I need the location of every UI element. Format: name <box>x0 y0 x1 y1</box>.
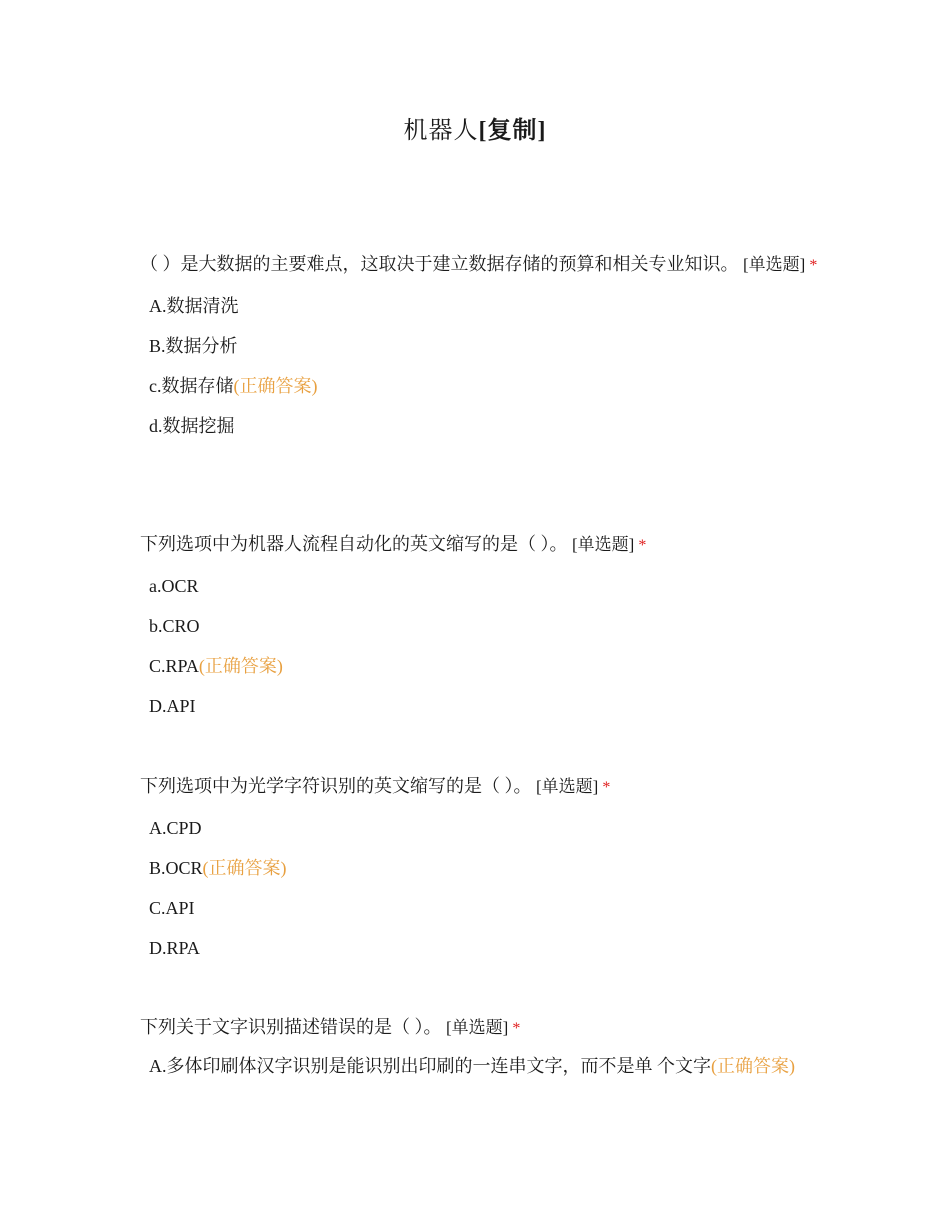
question-type: [单选题] <box>743 255 806 274</box>
option-b[interactable] <box>149 333 820 373</box>
option-d[interactable] <box>149 693 820 733</box>
question-text: 下列关于文字识别描述错误的是（ ）。 <box>140 1017 442 1037</box>
option-text: B.数据分析 <box>149 336 238 356</box>
option-text: A.多体印刷体汉字识别是能识别出印刷的一连串文字，而不是单 个文字 <box>149 1056 711 1076</box>
question-type: [单选题] <box>536 777 599 796</box>
correct-answer-mark: (正确答案) <box>711 1056 795 1076</box>
question-stem <box>140 1012 820 1044</box>
question-stem <box>140 529 820 561</box>
option-list <box>149 1054 799 1079</box>
option-a[interactable] <box>149 293 820 333</box>
question-stem <box>140 771 820 803</box>
option-a[interactable] <box>149 815 820 855</box>
correct-answer-mark: (正确答案) <box>233 376 318 396</box>
option-list <box>149 573 820 733</box>
page-title-suffix: [复制] <box>478 118 547 144</box>
option-b[interactable] <box>149 613 820 653</box>
required-mark: * <box>638 537 647 554</box>
question-text: 下列选项中为光学字符识别的英文缩写的是（ ）。 <box>140 776 532 796</box>
required-mark: * <box>809 257 818 274</box>
option-text: D.RPA <box>149 938 200 958</box>
option-d[interactable] <box>149 413 820 453</box>
correct-answer-mark: (正确答案) <box>202 858 287 878</box>
question-stem <box>140 249 820 281</box>
option-text: b.CRO <box>149 616 200 636</box>
option-text: D.API <box>149 696 196 716</box>
option-text: B.OCR <box>149 858 203 878</box>
option-text: c.数据存储 <box>149 376 234 396</box>
option-c[interactable] <box>149 373 820 413</box>
option-list <box>149 293 820 453</box>
question-text: 下列选项中为机器人流程自动化的英文缩写的是（ ）。 <box>140 534 568 554</box>
question-type: [单选题] <box>446 1018 509 1037</box>
required-mark: * <box>512 1020 521 1037</box>
question-4 <box>140 1012 820 1079</box>
option-text: d.数据挖掘 <box>149 416 235 436</box>
page-title-main: 机器人 <box>403 118 479 144</box>
question-3 <box>140 771 820 975</box>
option-text: A.CPD <box>149 818 202 838</box>
option-c[interactable] <box>149 895 820 935</box>
option-b[interactable] <box>149 855 820 895</box>
option-text: A.数据清洗 <box>149 296 239 316</box>
question-type: [单选题] <box>572 535 635 554</box>
question-2 <box>140 529 820 733</box>
required-mark: * <box>602 779 611 796</box>
option-a[interactable] <box>149 1054 799 1079</box>
option-c[interactable] <box>149 653 820 693</box>
option-a[interactable] <box>149 573 820 613</box>
question-1 <box>140 249 820 453</box>
page-title <box>0 110 950 145</box>
option-text: a.OCR <box>149 576 199 596</box>
option-d[interactable] <box>149 935 820 975</box>
correct-answer-mark: (正确答案) <box>198 656 283 676</box>
option-text: C.RPA <box>149 656 199 676</box>
option-list <box>149 815 820 975</box>
question-text: （ ）是大数据的主要难点，这取决于建立数据存储的预算和相关专业知识。 <box>140 254 739 274</box>
option-text: C.API <box>149 898 195 918</box>
